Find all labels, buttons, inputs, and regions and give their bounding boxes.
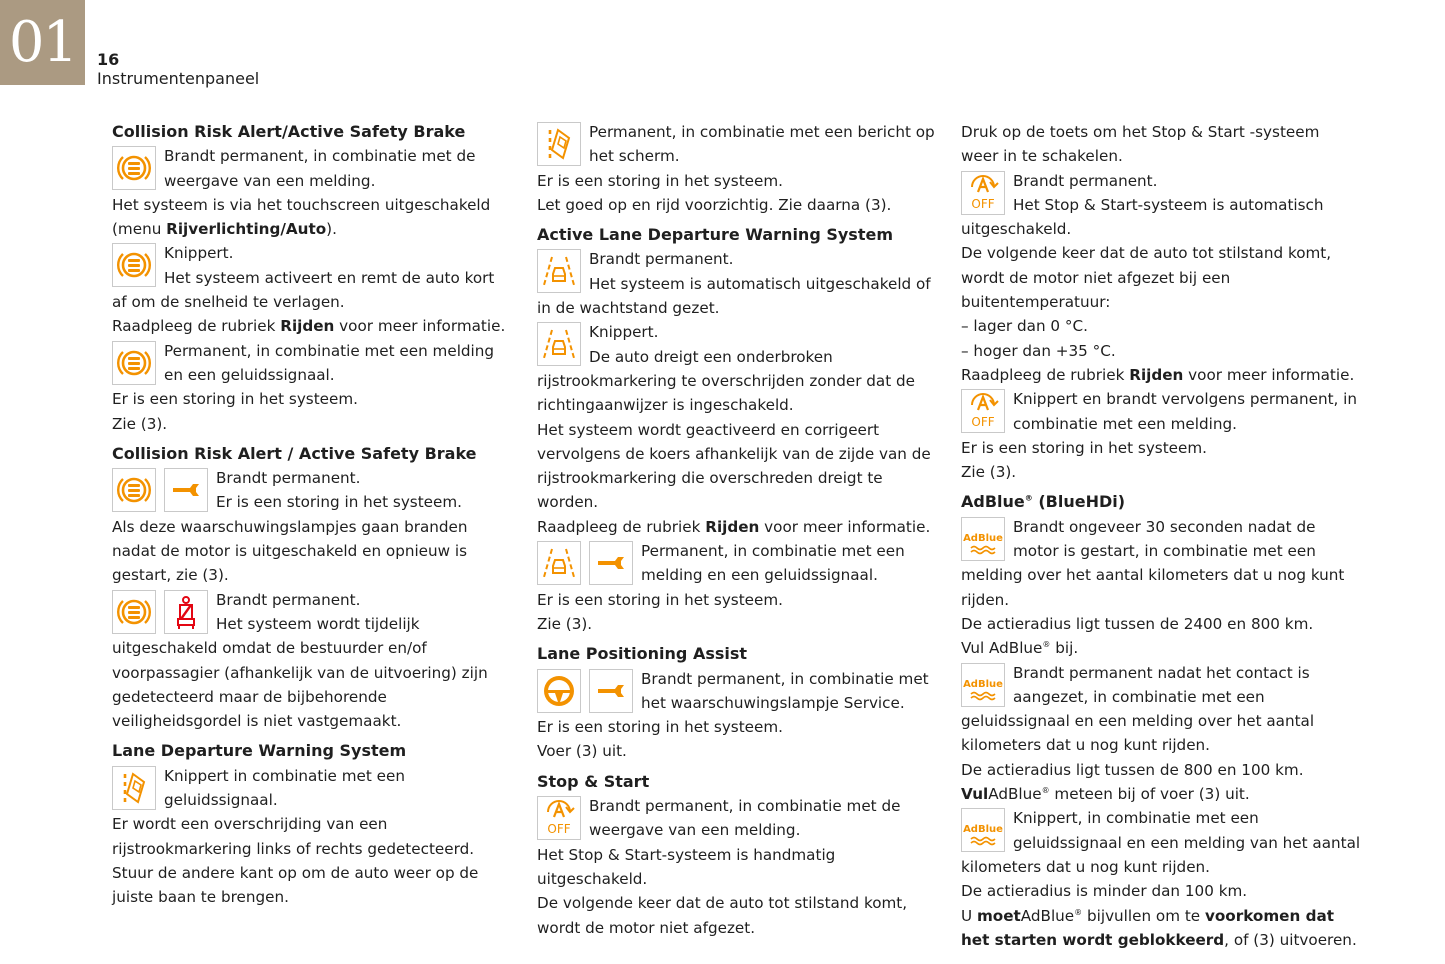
- warning-text: Knippert in combinatie met een geluidssignaal.: [164, 766, 405, 810]
- service-wrench-icon: [589, 669, 633, 713]
- warning-text: Het systeem is automatisch uitgeschakeld of in de wachtstand gezet.: [537, 274, 931, 318]
- heading-lane-positioning: Lane Positioning Assist: [537, 644, 748, 664]
- heading-lane-departure: Lane Departure Warning System: [112, 741, 407, 761]
- body-text: De actieradius ligt tussen de 800 en 100 km.: [961, 760, 1304, 779]
- warning-text: Brandt permanent, in combinatie met de weergave van een melding.: [164, 147, 476, 190]
- body-text: Let goed op en rijd voorzichtig. Zie daarna (3).: [537, 195, 892, 214]
- warning-text: Knippert en brandt vervolgens permanent, in combinatie met een melding.: [1013, 390, 1358, 433]
- body-text: Zie (3).: [112, 414, 168, 433]
- warning-block: [537, 794, 937, 843]
- heading-collision-risk-alert-2: Collision Risk Alert / Active Safety Brake: [112, 443, 477, 463]
- seatbelt-icon: [164, 590, 208, 634]
- body-text: Er is een storing in het systeem.: [537, 171, 783, 190]
- body-text: Er is een storing in het systeem.: [112, 390, 358, 409]
- collision-brake-icon: [112, 468, 156, 512]
- body-text: Het systeem is via het touchscreen uitgeschakeld (menu Rijverlichting/Auto).: [112, 195, 491, 239]
- warning-text: De auto dreigt een onderbroken rijstrookmarkering te overschrijden zonder dat de richtingaanwijzer is ingeschakeld.: [537, 347, 916, 415]
- svg-text:AdBlue: AdBlue: [963, 824, 1003, 836]
- warning-block: [112, 764, 512, 813]
- list-item: – hoger dan +35 °C.: [961, 339, 1361, 363]
- warning-block: [537, 247, 937, 320]
- warning-text: Brandt permanent, in combinatie met de weergave van een melding.: [589, 797, 901, 840]
- heading-adblue: AdBlue® (BlueHDi): [961, 492, 1126, 512]
- stop-start-off-icon: [537, 796, 581, 840]
- heading-stop-start: Stop & Start: [537, 771, 650, 791]
- adblue-icon: [961, 663, 1005, 707]
- lane-keeping-icon: [537, 541, 581, 585]
- body-text: Zie (3).: [961, 463, 1017, 482]
- warning-block: [537, 320, 937, 417]
- page-number: 16: [97, 50, 120, 69]
- warning-text: Het systeem activeert en remt de auto kort af om de snelheid te verlagen.: [112, 268, 495, 312]
- collision-brake-icon: [112, 590, 156, 634]
- body-text: Het Stop & Start-systeem is handmatig uitgeschakeld.: [537, 845, 836, 888]
- warning-text: Knippert, in combinatie met een geluidssignaal en een melding van het aantal kilometers dat u nog kunt rijden.: [961, 809, 1361, 876]
- body-text: Als deze waarschuwingslampjes gaan branden nadat de motor is uitgeschakeld en opnieuw is gestart, zie (3).: [112, 517, 468, 585]
- warning-block: [112, 241, 512, 314]
- lane-keeping-icon: [537, 322, 581, 366]
- warning-text: Permanent, in combinatie met een melding en een geluidssignaal.: [164, 341, 495, 384]
- body-text: De actieradius ligt tussen de 2400 en 800 km.: [961, 614, 1314, 633]
- warning-text: Knippert.: [589, 323, 659, 342]
- lane-keeping-icon: [537, 249, 581, 293]
- svg-text:OFF: OFF: [971, 196, 995, 211]
- warning-block: [961, 661, 1361, 758]
- warning-block: [112, 466, 512, 515]
- warning-block: [537, 667, 937, 716]
- chapter-tab: 01: [0, 0, 85, 85]
- warning-text: Knippert.: [164, 244, 234, 263]
- adblue-icon: [961, 808, 1005, 852]
- steering-wheel-icon: [537, 669, 581, 713]
- svg-text:OFF: OFF: [971, 415, 995, 430]
- warning-text: Permanent, in combinatie met een melding en een geluidssignaal.: [641, 542, 905, 585]
- temperature-list: [961, 314, 1361, 363]
- warning-block: [112, 144, 512, 193]
- body-text: Stuur de andere kant op om de auto weer op de juiste baan te brengen.: [112, 863, 479, 907]
- body-text: Voer (3) uit.: [537, 742, 627, 761]
- service-wrench-icon: [164, 468, 208, 512]
- stop-start-off-icon: [961, 389, 1005, 433]
- warning-block: [112, 339, 512, 388]
- adblue-icon: [961, 517, 1005, 561]
- warning-block: [537, 539, 937, 588]
- warning-text: Brandt permanent, in combinatie met het waarschuwingslampje Service.: [641, 669, 929, 712]
- body-text: Het systeem wordt geactiveerd en corrigeert vervolgens de koers afhankelijk van de zijde van de rijstrookmarkering die overschreden dreigt te worden.: [537, 420, 931, 512]
- warning-block: [961, 169, 1361, 242]
- warning-text: Brandt permanent.: [216, 469, 361, 488]
- warning-block: [112, 588, 512, 734]
- svg-text:AdBlue: AdBlue: [963, 532, 1003, 544]
- body-text: Er wordt een overschrijding van een rijstrookmarkering links of rechts gedetecteerd.: [112, 815, 475, 858]
- heading-active-lane-departure: Active Lane Departure Warning System: [537, 225, 893, 245]
- body-text: VulAdBlue® meteen bij of voer (3) uit.: [961, 785, 1250, 804]
- body-text: Vul AdBlue® bij.: [961, 639, 1079, 658]
- warning-block: [961, 806, 1361, 879]
- warning-block: [961, 387, 1361, 436]
- body-text: De volgende keer dat de auto tot stilstand komt, wordt de motor niet afgezet bij een buitentemperatuur:: [961, 244, 1332, 312]
- body-text: Raadpleeg de rubriek Rijden voor meer informatie.: [112, 317, 506, 336]
- warning-block: [961, 515, 1361, 612]
- warning-text: Er is een storing in het systeem.: [216, 493, 462, 512]
- body-text: Er is een storing in het systeem.: [961, 438, 1207, 457]
- body-text: U moetAdBlue® bijvullen om te voorkomen dat het starten wordt geblokkeerd, of (3) uitvoeren.: [961, 906, 1357, 949]
- lane-departure-icon: [112, 766, 156, 810]
- svg-text:OFF: OFF: [547, 822, 571, 837]
- lane-departure-icon: [537, 122, 581, 166]
- list-item: – lager dan 0 °C.: [961, 314, 1361, 338]
- body-text: Raadpleeg de rubriek Rijden voor meer informatie.: [961, 365, 1355, 384]
- body-text: De volgende keer dat de auto tot stilstand komt, wordt de motor niet afgezet.: [537, 894, 908, 937]
- column-1: [112, 120, 512, 910]
- warning-text: Brandt ongeveer 30 seconden nadat de motor is gestart, in combinatie met een melding over het aantal kilometers dat u nog kunt rijden.: [961, 517, 1345, 609]
- body-text: Zie (3).: [537, 614, 593, 633]
- column-2: [537, 120, 937, 940]
- warning-text: Brandt permanent.: [589, 250, 734, 269]
- warning-text: Het systeem wordt tijdelijk uitgeschakeld omdat de bestuurder en/of voorpassagier (afhankelijk van de uitvoering) zijn gedetecteerd maar de bijbehorende veiligheidsgordel is niet vastgemaakt.: [112, 614, 488, 731]
- body-text: De actieradius is minder dan 100 km.: [961, 882, 1248, 901]
- warning-text: Brandt permanent.: [1013, 171, 1158, 190]
- svg-text:AdBlue: AdBlue: [963, 678, 1003, 690]
- body-text: Druk op de toets om het Stop & Start -systeem weer in te schakelen.: [961, 123, 1320, 166]
- collision-brake-icon: [112, 341, 156, 385]
- heading-collision-risk-alert: Collision Risk Alert/Active Safety Brake: [112, 122, 466, 141]
- column-3: [961, 120, 1361, 952]
- collision-brake-icon: [112, 243, 156, 287]
- page-title: Instrumentenpaneel: [97, 69, 260, 88]
- body-text: Er is een storing in het systeem.: [537, 590, 783, 609]
- collision-brake-icon: [112, 146, 156, 190]
- body-text: Er is een storing in het systeem.: [537, 718, 783, 737]
- stop-start-off-icon: [961, 171, 1005, 215]
- warning-text: Permanent, in combinatie met een bericht op het scherm.: [589, 123, 935, 166]
- service-wrench-icon: [589, 541, 633, 585]
- warning-text: Brandt permanent nadat het contact is aangezet, in combinatie met een geluidssignaal en een melding over het aantal kilometers dat u nog kunt rijden.: [961, 663, 1315, 755]
- body-text: Raadpleeg de rubriek Rijden voor meer informatie.: [537, 517, 931, 536]
- warning-text: Het Stop & Start-systeem is automatisch uitgeschakeld.: [961, 195, 1324, 239]
- warning-block: [537, 120, 937, 169]
- warning-text: Brandt permanent.: [216, 590, 361, 609]
